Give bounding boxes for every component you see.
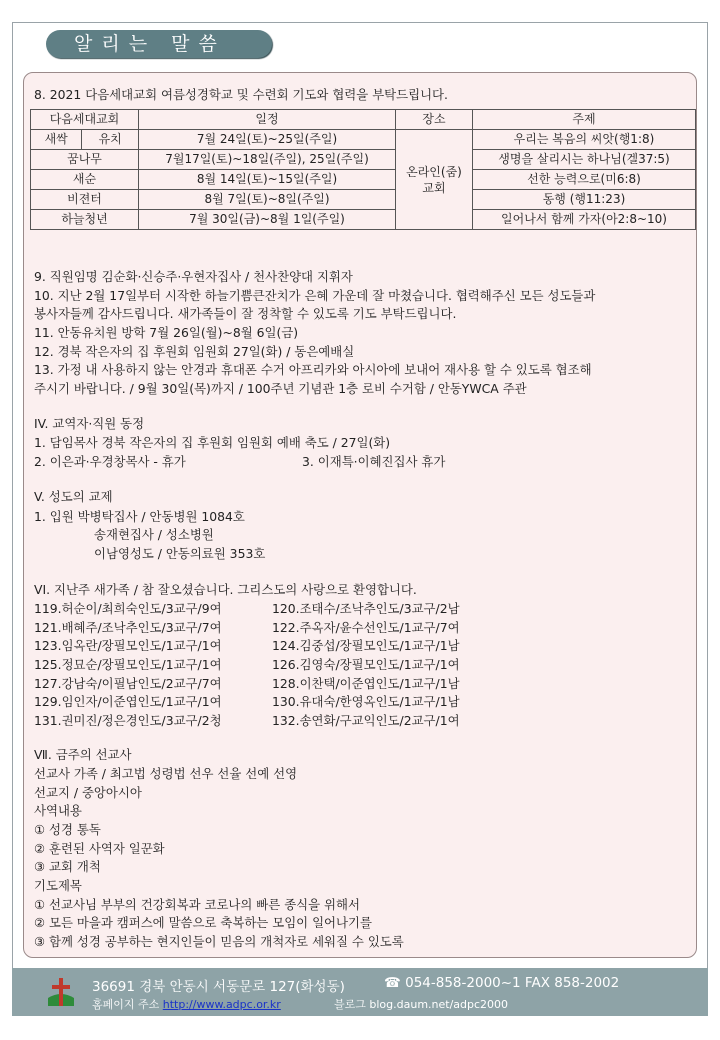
item-line: 주시기 바랍니다. / 9월 30일(목)까지 / 100주년 기념관 1층 로비 수거함 / 안동YWCA 주관 bbox=[34, 381, 527, 396]
schedule-table bbox=[30, 109, 696, 230]
item-line: 9. 직원임명 김순화·신승주·우현자집사 / 천사찬양대 지휘자 bbox=[34, 269, 353, 284]
item-8: 8. 2021 다음세대교회 여름성경학교 및 수련회 기도와 협력을 부탁드립니다. bbox=[34, 87, 448, 102]
newcomer-item: 120.조태수/조낙추인도/3교구/2남 bbox=[272, 601, 460, 616]
newcomer-item: 119.허순이/최희숙인도/3교구/9여 bbox=[34, 601, 222, 616]
section-heading: IV. 교역자·직원 동정 bbox=[34, 416, 145, 431]
date-cell: 7월 24일(토)~25일(주일) bbox=[139, 130, 396, 150]
staff-line: 2. 이은과·우경창목사 - 휴가 bbox=[34, 454, 186, 469]
staff-line: 1. 담임목사 경북 작은자의 집 후원회 임원회 예배 축도 / 27일(화) bbox=[34, 435, 391, 450]
dept-cell: 하늘청년 bbox=[31, 210, 139, 230]
newcomer-item: 123.임옥란/장필모인도/1교구/1여 bbox=[34, 638, 222, 653]
newcomer-item: 129.임인자/이준엽인도/1교구/1여 bbox=[34, 694, 222, 709]
section-heading: VI. 지난주 새가족 / 참 잘오셨습니다. 그리스도의 사랑으로 환영합니다. bbox=[34, 582, 417, 597]
missionary-line: 사역내용 bbox=[34, 803, 82, 818]
dept-cell: 새싹 bbox=[31, 130, 82, 150]
dept-cell: 꿈나무 bbox=[31, 150, 139, 170]
newcomer-item: 131.권미진/정은경인도/3교구/2청 bbox=[34, 713, 222, 728]
footer-blog: 블로그 blog.daum.net/adpc2000 bbox=[334, 998, 509, 1011]
missionary-line: 기도제목 bbox=[34, 878, 82, 893]
venue-cell bbox=[396, 130, 473, 230]
item-line: 13. 가정 내 사용하지 않는 안경과 휴대폰 수거 아프리카와 아시아에 보내어 재사용 할 수 있도록 협조해 bbox=[34, 362, 592, 377]
item-line: 12. 경북 작은자의 집 후원회 임원회 27일(화) / 동은예배실 bbox=[34, 344, 355, 359]
theme-cell: 우리는 복음의 씨앗(행1:8) bbox=[473, 130, 696, 150]
table-row bbox=[31, 150, 696, 170]
newcomer-item: 132.송연화/구교익인도/2교구/1여 bbox=[272, 713, 460, 728]
date-cell: 8월 14일(토)~15일(주일) bbox=[139, 170, 396, 190]
table-row bbox=[31, 130, 696, 150]
missionary-line: 선교지 / 중앙아시아 bbox=[34, 785, 142, 800]
header-venue: 장소 bbox=[396, 110, 473, 130]
venue-line: 온라인(줌) bbox=[406, 164, 462, 179]
newcomer-item: 124.김중섭/장필모인도/1교구/1남 bbox=[272, 638, 460, 653]
missionary-line: ③ 교회 개척 bbox=[34, 859, 101, 874]
missionary-line: ① 선교사님 부부의 건강회복과 코로나의 빠른 종식을 위해서 bbox=[34, 897, 360, 912]
theme-cell: 생명을 살리시는 하나님(겔37:5) bbox=[473, 150, 696, 170]
item-line: 봉사자들께 감사드립니다. 새가족들이 잘 정착할 수 있도록 기도 부탁드립니다. bbox=[34, 306, 457, 321]
fellowship-line: 송재현집사 / 성소병원 bbox=[94, 527, 214, 542]
newcomer-item: 122.주옥자/윤수선인도/1교구/7여 bbox=[272, 620, 460, 635]
table-row bbox=[31, 190, 696, 210]
newcomer-item: 130.유대숙/한영옥인도/1교구/1남 bbox=[272, 694, 460, 709]
staff-line: 3. 이재특·이혜진집사 휴가 bbox=[302, 454, 446, 469]
table-row bbox=[31, 210, 696, 230]
dept-cell: 비젼터 bbox=[31, 190, 139, 210]
church-logo-icon bbox=[46, 976, 76, 1008]
missionary-line: 선교사 가족 / 최고법 성령법 선우 선율 선예 선영 bbox=[34, 766, 298, 781]
fellowship-line: 이남영성도 / 안동의료원 353호 bbox=[94, 546, 266, 561]
date-cell: 8월 7일(토)~8일(주일) bbox=[139, 190, 396, 210]
footer-phone: ☎ 054-858-2000~1 FAX 858-2002 bbox=[384, 975, 620, 991]
item-line: 10. 지난 2월 17일부터 시작한 하늘기쁨큰잔치가 은혜 가운데 잘 마쳤습니다. 협력해주신 모든 성도들과 bbox=[34, 288, 596, 303]
newcomer-item: 125.정묘순/장필모인도/1교구/1여 bbox=[34, 657, 222, 672]
newcomer-item: 126.김영숙/장필모인도/1교구/1여 bbox=[272, 657, 460, 672]
item-line: 11. 안동유치원 방학 7월 26일(월)~8월 6일(금) bbox=[34, 325, 299, 340]
table-header-row bbox=[31, 110, 696, 130]
date-cell: 7월17일(토)~18일(주일), 25일(주일) bbox=[139, 150, 396, 170]
dept-cell: 새순 bbox=[31, 170, 139, 190]
header-theme: 주제 bbox=[473, 110, 696, 130]
theme-cell: 일어나서 함께 가자(아2:8~10) bbox=[473, 210, 696, 230]
footer-address: 36691 경북 안동시 서동문로 127(화성동) bbox=[92, 979, 345, 995]
venue-line: 교회 bbox=[422, 180, 446, 195]
newcomer-item: 121.배혜주/조낙추인도/3교구/7여 bbox=[34, 620, 222, 635]
fellowship-line: 1. 입원 박병탁집사 / 안동병원 1084호 bbox=[34, 509, 245, 524]
section-heading: V. 성도의 교제 bbox=[34, 489, 113, 504]
newcomer-item: 128.이찬택/이준엽인도/1교구/1남 bbox=[272, 676, 460, 691]
table-row bbox=[31, 170, 696, 190]
missionary-line: ③ 함께 성경 공부하는 현지인들이 믿음의 개척자로 세워질 수 있도록 bbox=[34, 934, 404, 949]
missionary-line: ② 모든 마을과 캠퍼스에 말씀으로 축복하는 모임이 일어나기를 bbox=[34, 915, 372, 930]
missionary-line: ② 훈련된 사역자 일꾼화 bbox=[34, 841, 165, 856]
missionary-line: ① 성경 통독 bbox=[34, 822, 101, 837]
theme-cell: 동행 (행11:23) bbox=[473, 190, 696, 210]
dept-cell: 유치 bbox=[82, 130, 139, 150]
homepage-link[interactable]: http://www.adpc.or.kr bbox=[162, 998, 281, 1011]
homepage-label: 홈페이지 주소 bbox=[92, 998, 160, 1011]
section-heading: Ⅶ. 금주의 선교사 bbox=[34, 747, 132, 762]
header-dept: 다음세대교회 bbox=[31, 110, 139, 130]
header-date: 일정 bbox=[139, 110, 396, 130]
date-cell: 7월 30일(금)~8월 1일(주일) bbox=[139, 210, 396, 230]
footer-homepage bbox=[92, 996, 281, 1012]
theme-cell: 선한 능력으로(미6:8) bbox=[473, 170, 696, 190]
page-title: 알리는 말씀 bbox=[46, 30, 272, 58]
newcomer-item: 127.강남숙/이필남인도/2교구/7여 bbox=[34, 676, 222, 691]
